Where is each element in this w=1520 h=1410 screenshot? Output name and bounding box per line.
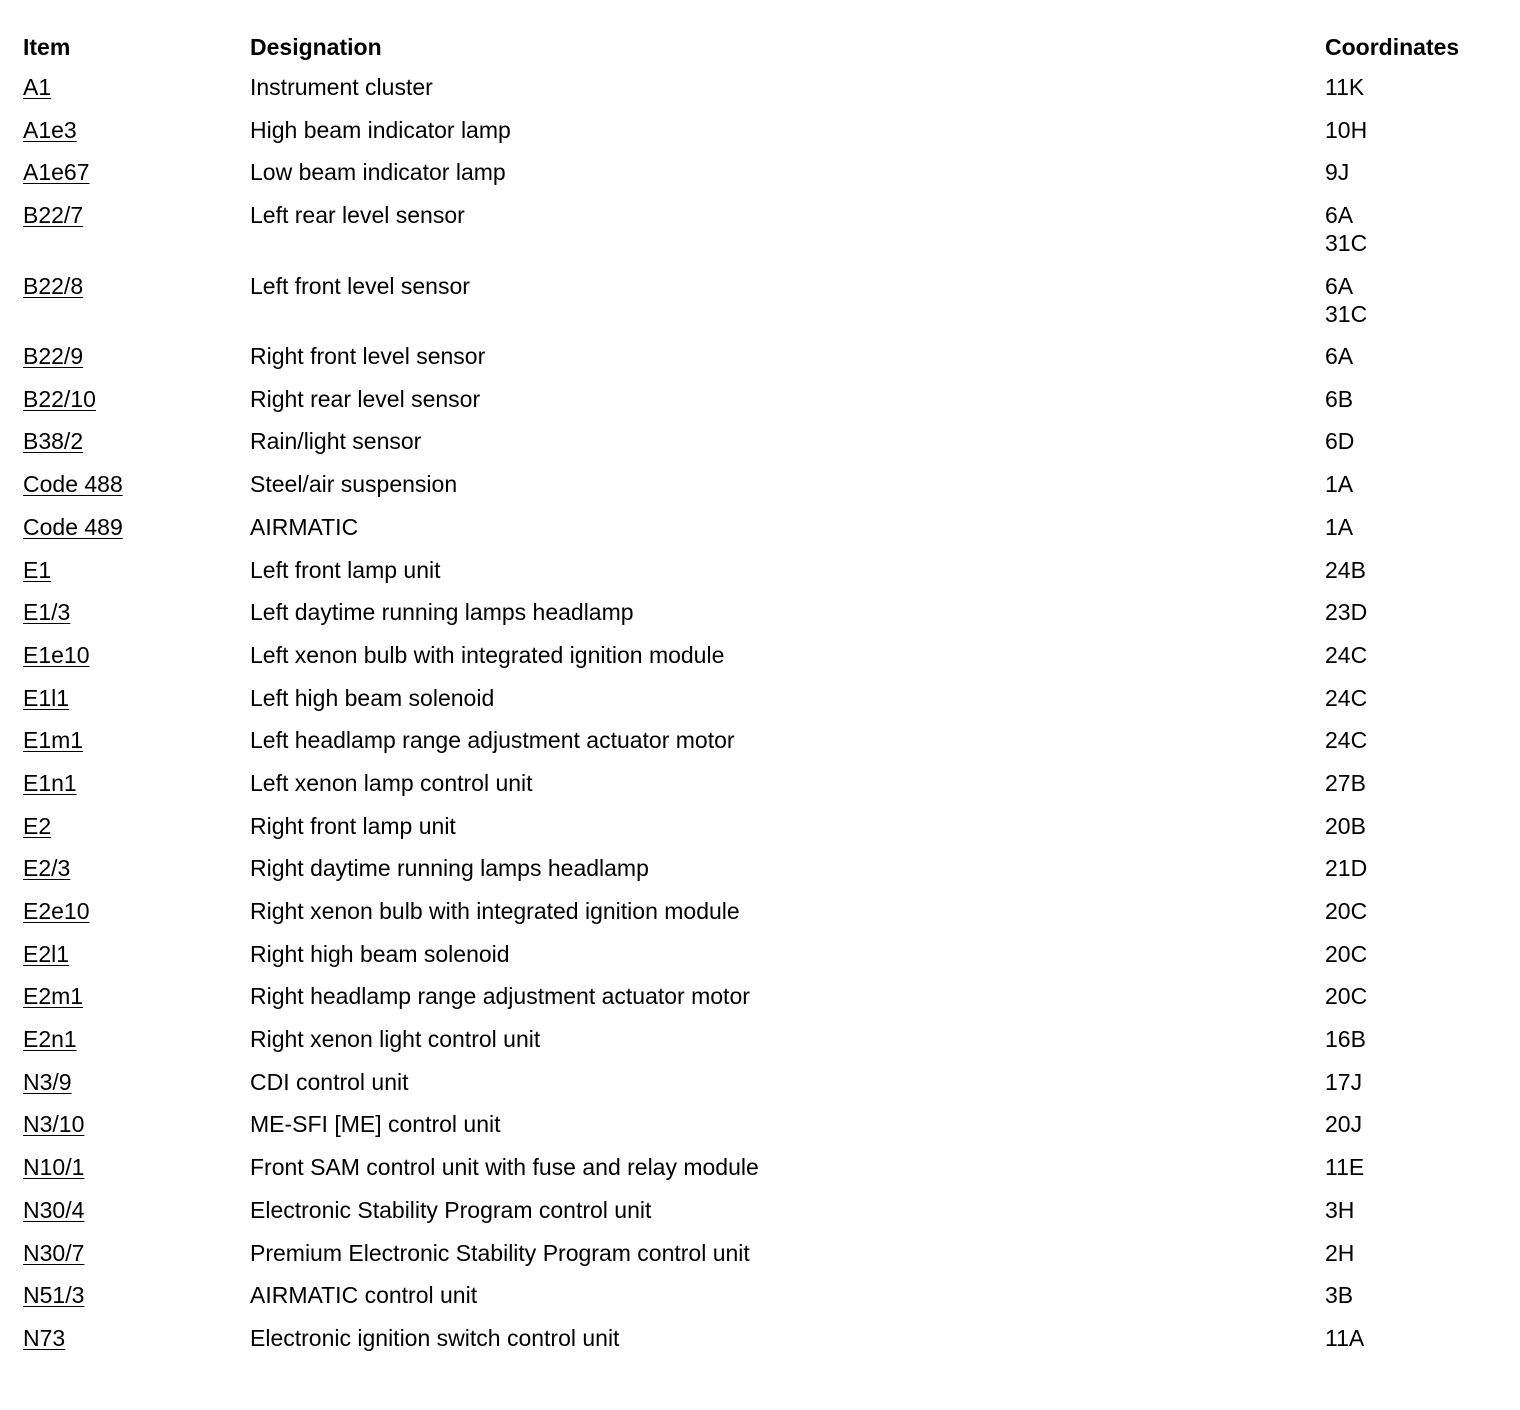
item-link[interactable]: B38/2 [23, 428, 84, 455]
coordinates-cell [1325, 158, 1503, 186]
table-row [23, 1107, 1503, 1150]
table-row [23, 595, 1503, 638]
table-body [23, 70, 1503, 1364]
designation-cell: Right front lamp unit [250, 812, 456, 839]
table-row [23, 851, 1503, 894]
coordinates-cell [1325, 1281, 1503, 1309]
table-row [23, 766, 1503, 809]
table-row [23, 1236, 1503, 1279]
item-link[interactable]: Code 488 [23, 471, 123, 498]
coordinate-value: 20C [1325, 898, 1368, 924]
table-row [23, 638, 1503, 681]
coordinate-value: 20C [1325, 940, 1368, 967]
item-cell [23, 1239, 250, 1267]
item-cell [23, 1153, 250, 1181]
table-row [23, 113, 1503, 156]
designation-cell: Left front lamp unit [250, 556, 441, 583]
coordinates-cell [1325, 342, 1503, 370]
item-cell [23, 854, 250, 882]
item-cell [23, 726, 250, 754]
item-cell [23, 684, 250, 712]
item-link[interactable]: E1m1 [23, 727, 84, 754]
item-cell [23, 201, 250, 229]
table-row [23, 1065, 1503, 1108]
item-link[interactable]: A1 [23, 74, 52, 100]
item-cell [23, 73, 250, 101]
item-link[interactable]: B22/8 [23, 272, 84, 299]
item-link[interactable]: N3/10 [23, 1111, 85, 1138]
item-cell [23, 641, 250, 669]
coordinate-value: 6A [1325, 202, 1354, 229]
table-row [23, 809, 1503, 852]
coordinates-cell [1325, 854, 1503, 882]
coordinate-value: 11A [1325, 1324, 1365, 1351]
coordinate-value: 6B [1325, 385, 1354, 412]
coordinates-cell [1325, 940, 1503, 968]
coordinates-cell [1325, 1239, 1503, 1267]
table-header-row [23, 30, 1503, 70]
table-row [23, 198, 1503, 269]
designation-cell: Right headlamp range adjustment actuator motor [250, 983, 750, 1010]
coordinate-value: 17J [1325, 1068, 1363, 1095]
designation-cell: Front SAM control unit with fuse and relay module [250, 1154, 759, 1181]
coordinate-value: 20C [1325, 983, 1368, 1010]
coordinate-value: 31C [1325, 230, 1368, 257]
table-row [23, 937, 1503, 980]
item-cell [23, 556, 250, 584]
coordinate-value: 10H [1325, 116, 1368, 143]
item-cell [23, 1196, 250, 1224]
table-row [23, 1150, 1503, 1193]
item-link[interactable]: E1/3 [23, 599, 71, 626]
coordinates-column-header: Coordinates [1325, 34, 1460, 60]
designation-cell: ME-SFI [ME] control unit [250, 1111, 501, 1138]
coordinate-value: 24C [1325, 641, 1368, 668]
table-row [23, 979, 1503, 1022]
item-link[interactable]: E2/3 [23, 855, 71, 882]
coordinate-value: 24B [1325, 556, 1366, 583]
designation-cell: AIRMATIC control unit [250, 1282, 478, 1309]
item-link[interactable]: N30/4 [23, 1196, 85, 1223]
coordinates-cell [1325, 684, 1503, 712]
coordinates-cell [1325, 1068, 1503, 1096]
coordinate-value: 9J [1325, 159, 1350, 186]
coordinate-value: 11E [1325, 1154, 1365, 1181]
item-link[interactable]: A1e3 [23, 116, 77, 143]
coordinates-cell [1325, 1196, 1503, 1224]
item-cell [23, 385, 250, 413]
coordinate-value: 31C [1325, 300, 1368, 327]
table-row [23, 1193, 1503, 1236]
coordinates-cell [1325, 982, 1503, 1010]
table-row [23, 681, 1503, 724]
table-row [23, 553, 1503, 596]
designation-cell: Premium Electronic Stability Program control unit [250, 1239, 750, 1266]
designation-cell: Right daytime running lamps headlamp [250, 855, 649, 882]
component-legend-table [23, 30, 1503, 1364]
item-cell [23, 897, 250, 925]
coordinates-cell [1325, 897, 1503, 925]
coordinates-cell [1325, 427, 1503, 455]
item-link[interactable]: E2e10 [23, 898, 90, 924]
table-row [23, 467, 1503, 510]
table-row [23, 382, 1503, 425]
coordinate-value: 1A [1325, 471, 1354, 498]
coordinate-value: 20J [1325, 1111, 1363, 1138]
item-cell [23, 342, 250, 370]
item-cell [23, 513, 250, 541]
item-link[interactable]: E1e10 [23, 641, 90, 668]
coordinates-cell [1325, 769, 1503, 797]
item-link[interactable]: B22/9 [23, 343, 84, 370]
item-cell [23, 1324, 250, 1352]
coordinate-value: 1A [1325, 513, 1354, 540]
item-cell [23, 812, 250, 840]
item-link[interactable]: B22/10 [23, 385, 96, 412]
designation-cell: Left high beam solenoid [250, 684, 495, 711]
item-cell [23, 982, 250, 1010]
coordinate-value: 24C [1325, 684, 1368, 711]
table-row [23, 1321, 1503, 1364]
designation-cell: Right rear level sensor [250, 385, 481, 412]
designation-cell: Left daytime running lamps headlamp [250, 599, 634, 626]
table-row [23, 723, 1503, 766]
item-link[interactable]: E2l1 [23, 940, 70, 967]
coordinates-cell [1325, 1153, 1503, 1181]
coordinate-value: 16B [1325, 1026, 1366, 1053]
item-link[interactable]: E1l1 [23, 684, 70, 711]
table-row [23, 894, 1503, 937]
table-row [23, 70, 1503, 113]
designation-cell: Low beam indicator lamp [250, 159, 506, 186]
designation-cell: Right xenon bulb with integrated ignition module [250, 898, 740, 924]
table-row [23, 155, 1503, 198]
coordinates-cell [1325, 641, 1503, 669]
coordinates-cell [1325, 116, 1503, 144]
designation-cell: Steel/air suspension [250, 471, 458, 498]
coordinates-cell [1325, 513, 1503, 541]
item-link[interactable]: A1e67 [23, 159, 90, 186]
coordinates-cell [1325, 726, 1503, 754]
table-row [23, 424, 1503, 467]
item-cell [23, 1068, 250, 1096]
coordinates-cell [1325, 812, 1503, 840]
coordinate-value: 6A [1325, 272, 1354, 299]
coordinate-value: 11K [1325, 74, 1365, 100]
item-cell [23, 1110, 250, 1138]
designation-cell: AIRMATIC [250, 513, 359, 540]
item-cell [23, 940, 250, 968]
coordinates-cell [1325, 556, 1503, 584]
coordinates-cell [1325, 1025, 1503, 1053]
item-link[interactable]: E1n1 [23, 769, 77, 796]
item-link[interactable]: Code 489 [23, 513, 123, 540]
designation-cell: Electronic Stability Program control unit [250, 1196, 652, 1223]
item-link[interactable]: E1 [23, 556, 52, 583]
item-cell [23, 1025, 250, 1053]
designation-cell: CDI control unit [250, 1068, 409, 1095]
coordinate-value: 23D [1325, 599, 1368, 626]
table-row [23, 1278, 1503, 1321]
coordinate-value: 20B [1325, 812, 1366, 839]
item-link[interactable]: N30/7 [23, 1239, 85, 1266]
coordinates-cell [1325, 73, 1503, 101]
table-row [23, 510, 1503, 553]
coordinates-cell [1325, 1324, 1503, 1352]
coordinate-value: 3H [1325, 1196, 1355, 1223]
item-link[interactable]: E2m1 [23, 983, 84, 1010]
item-cell [23, 158, 250, 186]
designation-cell: Left front level sensor [250, 272, 470, 299]
item-link[interactable]: B22/7 [23, 202, 84, 229]
item-cell [23, 272, 250, 300]
item-link[interactable]: N10/1 [23, 1154, 85, 1181]
coordinate-value: 6D [1325, 428, 1355, 455]
item-cell [23, 769, 250, 797]
designation-cell: Left xenon bulb with integrated ignition module [250, 641, 725, 668]
coordinates-cell [1325, 598, 1503, 626]
coordinates-cell [1325, 272, 1503, 328]
coordinate-value: 2H [1325, 1239, 1355, 1266]
designation-cell: Left xenon lamp control unit [250, 769, 533, 796]
coordinate-value: 3B [1325, 1282, 1354, 1309]
designation-cell: Right xenon light control unit [250, 1026, 541, 1053]
item-link[interactable]: N51/3 [23, 1282, 85, 1309]
designation-cell: Rain/light sensor [250, 428, 422, 455]
designation-cell: Instrument cluster [250, 74, 433, 100]
item-cell [23, 427, 250, 455]
item-cell [23, 598, 250, 626]
designation-cell: Right front level sensor [250, 343, 486, 370]
designation-cell: Electronic ignition switch control unit [250, 1324, 620, 1351]
designation-cell: High beam indicator lamp [250, 116, 511, 143]
coordinates-cell [1325, 385, 1503, 413]
item-column-header: Item [23, 34, 71, 60]
coordinate-value: 27B [1325, 769, 1366, 796]
coordinate-value: 24C [1325, 727, 1368, 754]
item-cell [23, 1281, 250, 1309]
coordinate-value: 6A [1325, 343, 1354, 370]
item-link[interactable]: E2n1 [23, 1026, 77, 1053]
designation-cell: Left rear level sensor [250, 202, 465, 229]
table-row [23, 339, 1503, 382]
designation-column-header: Designation [250, 34, 382, 60]
item-cell [23, 116, 250, 144]
table-row [23, 269, 1503, 340]
designation-cell: Right high beam solenoid [250, 940, 510, 967]
item-link[interactable]: N73 [23, 1324, 66, 1351]
coordinates-cell [1325, 1110, 1503, 1138]
table-row [23, 1022, 1503, 1065]
item-link[interactable]: N3/9 [23, 1068, 72, 1095]
coordinate-value: 21D [1325, 855, 1368, 882]
item-link[interactable]: E2 [23, 812, 52, 839]
designation-cell: Left headlamp range adjustment actuator motor [250, 727, 735, 754]
item-cell [23, 470, 250, 498]
coordinates-cell [1325, 201, 1503, 257]
coordinates-cell [1325, 470, 1503, 498]
